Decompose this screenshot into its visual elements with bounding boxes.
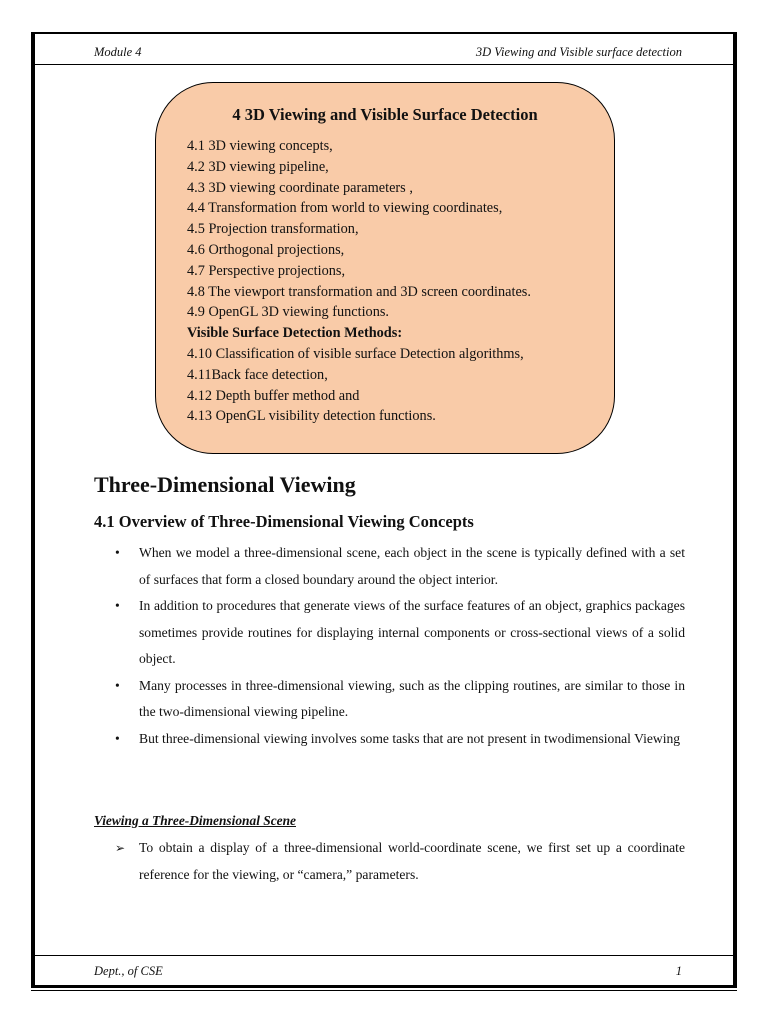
contents-item: 4.10 Classification of visible surface Detection algorithms,: [187, 345, 524, 362]
contents-item: 4.12 Depth buffer method and: [187, 387, 360, 404]
header-module: Module 4: [94, 45, 142, 59]
bullet-text: Many processes in three-dimensional viewing, such as the clipping routines, are similar to those in the two-dimensional viewing pipeline.: [139, 677, 685, 719]
top-border-rule: [31, 32, 737, 34]
section-subtitle: 4.1 Overview of Three-Dimensional Viewing Concepts: [94, 512, 474, 531]
section-title: Three-Dimensional Viewing: [94, 472, 356, 497]
header-rule: [31, 64, 737, 65]
contents-item: 4.3 3D viewing coordinate parameters ,: [187, 179, 413, 196]
bullet-icon: •: [115, 545, 120, 560]
contents-item: 4.8 The viewport transformation and 3D screen coordinates.: [187, 283, 531, 300]
bullet-text: In addition to procedures that generate views of the surface features of an object, graphics packages sometimes provide routines for displaying internal components or cross-sectional views of a solid object.: [139, 598, 685, 666]
contents-item: 4.4 Transformation from world to viewing coordinates,: [187, 200, 503, 217]
list-item: [115, 593, 685, 673]
bullet-text: But three-dimensional viewing involves some tasks that are not present in twodimensional Viewing: [139, 730, 681, 746]
list-item: [115, 540, 685, 593]
bullet-icon: •: [115, 677, 120, 693]
subsection-title: Viewing a Three-Dimensional Scene: [94, 813, 296, 828]
contents-item: 4.7 Perspective projections,: [187, 262, 346, 279]
arrow-item-text: To obtain a display of a three-dimensional world-coordinate scene, we first set up a coordinate reference for the viewing, or “camera,” parameters.: [139, 840, 685, 882]
bottom-thin-rule: [31, 990, 737, 991]
overview-bullet-list: [115, 540, 685, 752]
page-number: 1: [675, 964, 682, 978]
footer-dept: Dept., of CSE: [94, 964, 163, 978]
contents-item: 4.1 3D viewing concepts,: [187, 138, 333, 154]
bullet-icon: •: [115, 598, 120, 613]
arrow-bullet-icon: ➢: [115, 841, 126, 855]
footer-rule: [31, 955, 737, 956]
contents-item: 4.13 OpenGL visibility detection functions.: [187, 408, 436, 425]
contents-item: 4.9 OpenGL 3D viewing functions.: [187, 304, 389, 321]
contents-list: [187, 136, 531, 427]
bullet-icon: •: [115, 730, 120, 746]
list-item: [115, 673, 685, 726]
bottom-border-rule: [31, 985, 737, 988]
list-item: [115, 835, 685, 888]
contents-item: 4.2 3D viewing pipeline,: [187, 158, 329, 175]
contents-item: 4.6 Orthogonal projections,: [187, 241, 345, 258]
bullet-text: When we model a three-dimensional scene, each object in the scene is typically defined with a set of surfaces that form a closed boundary around the object interior.: [139, 545, 685, 587]
contents-subheading: Visible Surface Detection Methods:: [187, 325, 403, 342]
contents-item: 4.11Back face detection,: [187, 366, 328, 383]
list-item: [115, 726, 685, 753]
subsection-list: [115, 835, 685, 888]
contents-title: 4 3D Viewing and Visible Surface Detection: [232, 105, 538, 124]
contents-item: 4.5 Projection transformation,: [187, 221, 359, 238]
header-topic: 3D Viewing and Visible surface detection: [475, 45, 682, 59]
contents-box: [155, 82, 615, 454]
